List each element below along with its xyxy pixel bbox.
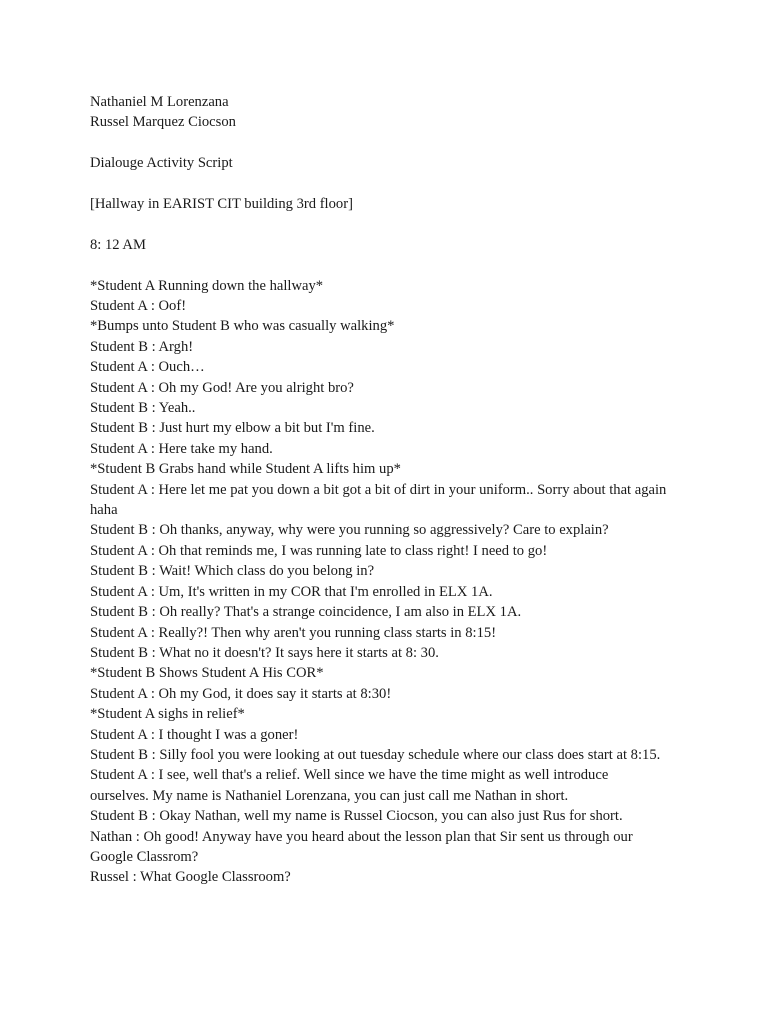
script-line: Nathan : Oh good! Anyway have you heard about the lesson plan that Sir sent us through our Google Classrom? bbox=[90, 828, 633, 865]
script-line: *Student A Running down the hallway* bbox=[90, 277, 324, 294]
script-line: Student A : I thought I was a goner! bbox=[90, 726, 299, 743]
script-line: Student A : I see, well that's a relief. Well since we have the time might as well introduce ourselves. My name is Nathaniel Lorenzana, you can just call me Nathan in short. bbox=[90, 767, 609, 804]
script-line: Student A : Oh my God, it does say it starts at 8:30! bbox=[90, 685, 392, 702]
script-line: Student B : Just hurt my elbow a bit but I'm fine. bbox=[90, 420, 375, 437]
document-body bbox=[90, 92, 670, 888]
script-line: Student B : Oh really? That's a strange coincidence, I am also in ELX 1A. bbox=[90, 604, 522, 621]
script-line: Student B : What no it doesn't? It says here it starts at 8: 30. bbox=[90, 644, 439, 661]
scene-setting: [Hallway in EARIST CIT building 3rd floor] bbox=[90, 196, 353, 212]
scene-time: 8: 12 AM bbox=[90, 236, 146, 253]
document-title: Dialouge Activity Script bbox=[90, 155, 233, 172]
spacer bbox=[90, 133, 670, 153]
script-line: Russel : What Google Classroom? bbox=[90, 869, 291, 886]
script-line: Student A : Here take my hand. bbox=[90, 440, 273, 457]
script-line: Student B : Silly fool you were looking at out tuesday schedule where our class does start at 8:15. bbox=[90, 746, 661, 763]
script-line: Student B : Wait! Which class do you belong in? bbox=[90, 563, 375, 580]
script-line: Student B : Okay Nathan, well my name is Russel Ciocson, you can also just Rus for short. bbox=[90, 808, 623, 825]
script-line: Student A : Um, It's written in my COR that I'm enrolled in ELX 1A. bbox=[90, 583, 493, 600]
spacer bbox=[90, 214, 670, 234]
script-line: Student A : Oh that reminds me, I was running late to class right! I need to go! bbox=[90, 542, 548, 559]
script-line: Student B : Yeah.. bbox=[90, 400, 196, 417]
script-line: *Student B Shows Student A His COR* bbox=[90, 665, 324, 682]
script-line: Student A : Really?! Then why aren't you running class starts in 8:15! bbox=[90, 624, 497, 641]
author-line: Nathaniel M Lorenzana bbox=[90, 94, 229, 110]
script-line: *Bumps unto Student B who was casually walking* bbox=[90, 318, 395, 335]
script-lines bbox=[90, 276, 670, 888]
spacer bbox=[90, 174, 670, 194]
author-line: Russel Marquez Ciocson bbox=[90, 114, 236, 131]
script-line: Student A : Here let me pat you down a bit got a bit of dirt in your uniform.. Sorry about that again haha bbox=[90, 481, 667, 519]
script-line: Student B : Oh thanks, anyway, why were you running so aggressively? Care to explain? bbox=[90, 522, 609, 539]
script-line: Student B : Argh! bbox=[90, 338, 194, 355]
script-line: Student A : Oof! bbox=[90, 298, 187, 314]
script-line: *Student B Grabs hand while Student A lifts him up* bbox=[90, 461, 401, 478]
spacer bbox=[90, 255, 670, 275]
script-line: Student A : Oh my God! Are you alright bro? bbox=[90, 379, 354, 396]
script-line: *Student A sighs in relief* bbox=[90, 706, 245, 723]
script-line: Student A : Ouch… bbox=[90, 359, 205, 376]
